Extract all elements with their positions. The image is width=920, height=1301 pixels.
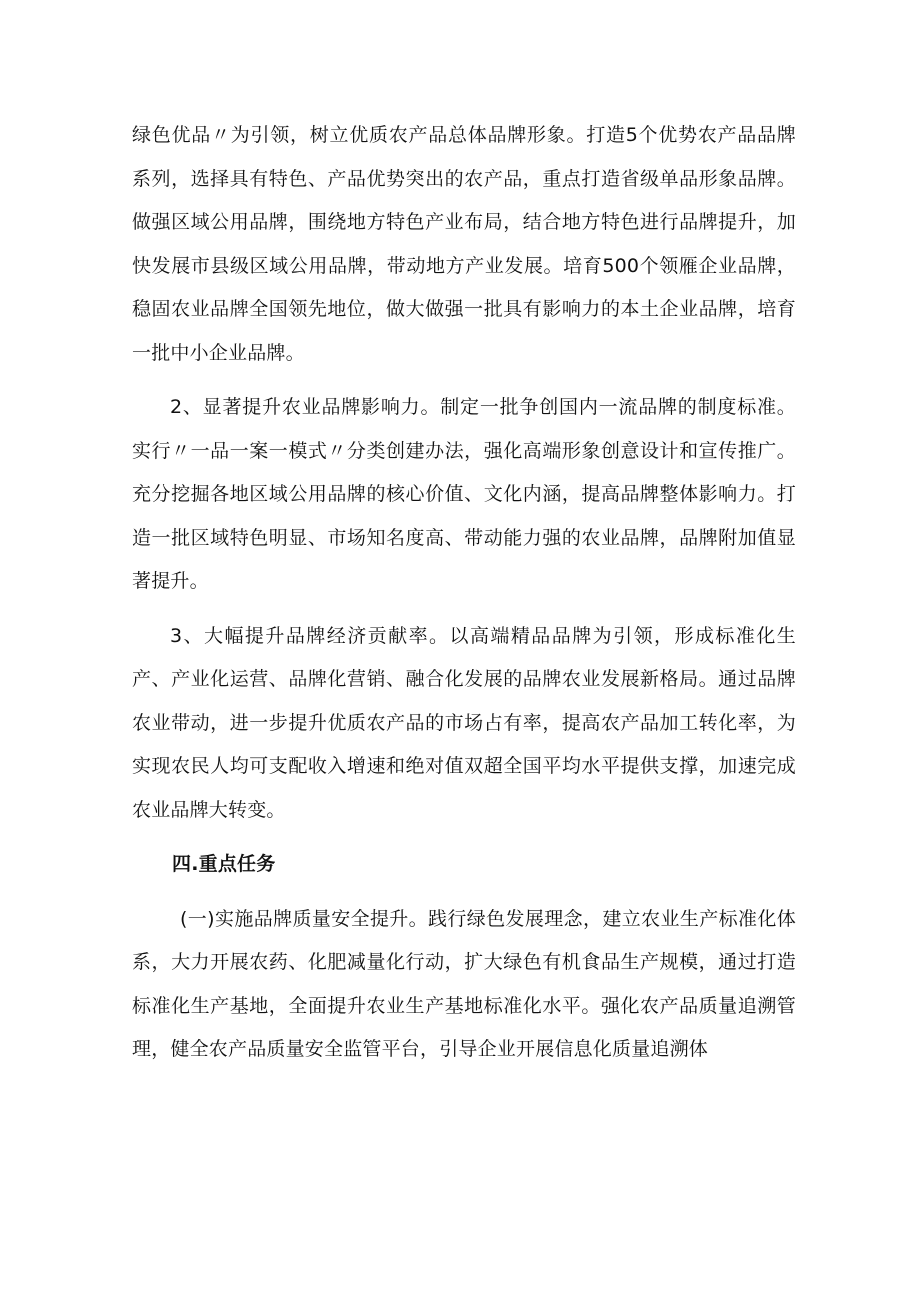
paragraph-brand-contribution: 3、大幅提升品牌经济贡献率。以高端精品品牌为引领，形成标准化生产、产业化运营、品牌化营销、融合化发展的品牌农业发展新格局。通过品牌农业带动，进一步提升优质农产品的市场占有率，提高农产品加工转化率，为实现农民人均可支配收入增速和绝对值双超全国平均水平提供支撑，加速完成农业品牌大转变。 <box>132 624 796 821</box>
paragraph-quality-safety: (一)实施品牌质量安全提升。践行绿色发展理念，建立农业生产标准化体系，大力开展农药、化肥减量化行动，扩大绿色有机食品生产规模，通过打造标准化生产基地，全面提升农业生产基地标准化水平。强化农产品质量追溯管理，健全农产品质量安全监管平台，引导企业开展信息化质量追溯体 <box>132 907 796 1060</box>
paragraph-brand-influence: 2、显著提升农业品牌影响力。制定一批争创国内一流品牌的制度标准。实行〃一品一案一模式〃分类创建办法，强化高端形象创意设计和宣传推广。充分挖掘各地区域公用品牌的核心价值、文化内涵，提高品牌整体影响力。打造一批区域特色明显、市场知名度高、带动能力强的农业品牌，品牌附加值显著提升。 <box>132 396 796 592</box>
document-body <box>132 114 796 1072</box>
paragraph-brand-image: 绿色优品〃为引领，树立优质农产品总体品牌形象。打造5个优势农产品品牌系列，选择具有特色、产品优势突出的农产品，重点打造省级单品形象品牌。做强区域公用品牌，围绕地方特色产业布局，结合地方特色进行品牌提升，加快发展市县级区域公用品牌，带动地方产业发展。培育500个领雁企业品牌，稳固农业品牌全国领先地位，做大做强一批具有影响力的本土企业品牌，培育一批中小企业品牌。 <box>132 124 796 364</box>
section-heading-key-tasks: 四.重点任务 <box>172 853 276 875</box>
